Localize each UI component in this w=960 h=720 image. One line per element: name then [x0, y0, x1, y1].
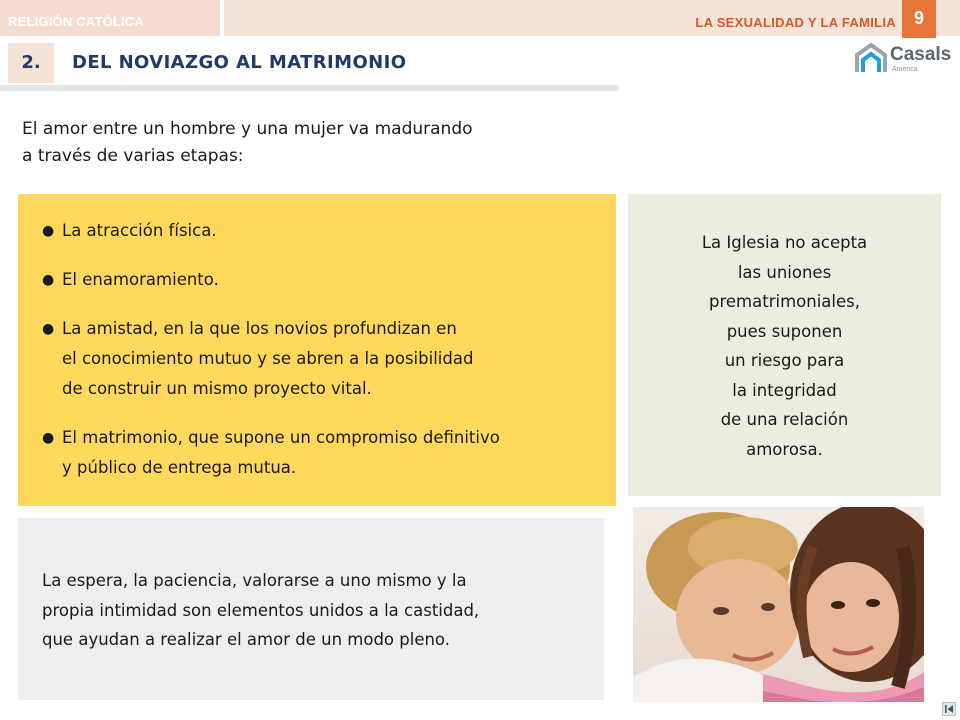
church-note-line: prematrimoniales,	[709, 292, 860, 311]
stage-item	[42, 216, 608, 246]
section-number: 2.	[21, 52, 41, 73]
unit-title: LA SEXUALIDAD Y LA FAMILIA	[695, 15, 896, 30]
stage-line: La amistad, en la que los novios profundizan en	[62, 319, 457, 338]
stage-line: y público de entrega mutua.	[62, 458, 297, 477]
first-page-glyph-icon	[943, 703, 955, 715]
intro-line: El amor entre un hombre y una mujer va madurando	[22, 119, 473, 139]
stages-box	[18, 194, 616, 506]
stages-list	[42, 216, 608, 502]
chastity-note-line: que ayudan a realizar el amor de un modo pleno.	[42, 630, 450, 649]
church-note-line: un riesgo para	[724, 351, 845, 370]
stage-item	[42, 423, 608, 483]
church-note-line: las uniones	[737, 262, 832, 282]
casals-logo-icon	[854, 42, 888, 76]
church-note-line: La Iglesia no acepta	[701, 233, 868, 252]
logo-subtitle: América	[892, 66, 918, 73]
chastity-note-line: La espera, la paciencia, valorarse a uno mismo y la	[42, 571, 467, 590]
subject-label: RELIGIÓN CATÓLICA	[8, 14, 145, 29]
church-note-box	[628, 194, 941, 496]
stage-line: El enamoramiento.	[62, 270, 219, 289]
intro-paragraph	[22, 116, 622, 170]
stage-item	[42, 314, 608, 404]
bullet-icon: ●	[42, 430, 55, 446]
church-note-line: la integridad	[732, 380, 837, 400]
stage-line: el conocimiento mutuo y se abren a la posibilidad	[62, 349, 474, 368]
church-note-line: amorosa.	[746, 439, 823, 459]
bullet-icon: ●	[42, 223, 55, 239]
page-number-badge: 9	[902, 0, 936, 38]
chastity-note-text	[42, 566, 592, 655]
chastity-note-box	[18, 518, 604, 700]
first-page-icon[interactable]	[942, 702, 956, 716]
header-subject-bar	[0, 0, 220, 36]
header-unit-bar	[224, 0, 960, 36]
stage-item	[42, 265, 608, 295]
church-note-line: de una relación	[720, 410, 849, 429]
section-heading	[0, 39, 618, 91]
section-rule	[0, 85, 618, 91]
logo-wordmark: Casals	[890, 44, 952, 65]
church-note-line: pues suponen	[726, 321, 843, 341]
chastity-note-line: propia intimidad son elementos unidos a la castidad,	[42, 600, 480, 620]
stage-line: El matrimonio, que supone un compromiso definitivo	[62, 428, 500, 447]
publisher-logo	[854, 40, 954, 78]
bullet-icon: ●	[42, 321, 55, 337]
bullet-icon: ●	[42, 272, 55, 288]
stage-line: de construir un mismo proyecto vital.	[62, 379, 372, 398]
couple-photo-illustration	[633, 507, 924, 702]
section-title: DEL NOVIAZGO AL MATRIMONIO	[72, 52, 407, 73]
couple-photo	[633, 507, 924, 702]
stage-line: La atracción física.	[62, 221, 217, 240]
intro-line: a través de varias etapas:	[22, 146, 244, 166]
church-note-text	[628, 228, 941, 464]
